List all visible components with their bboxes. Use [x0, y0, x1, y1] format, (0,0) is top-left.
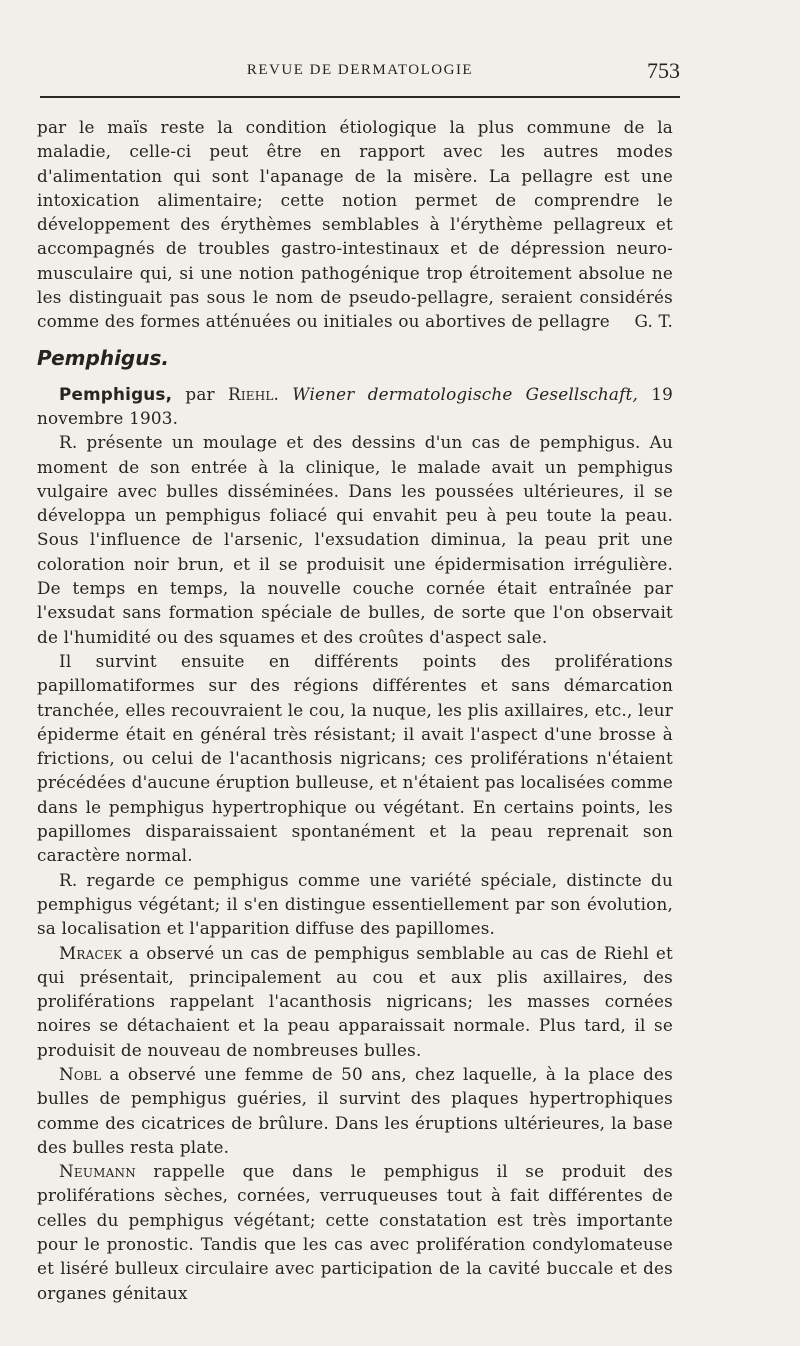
cited-author: Neumann	[59, 1161, 136, 1182]
reference-line	[37, 382, 673, 431]
author-initials: G. T.	[634, 311, 673, 332]
cited-author: Nobl	[59, 1063, 102, 1084]
cited-author: Mracek	[59, 942, 122, 963]
paragraph: R. présente un moulage et des dessins d'un cas de pemphigus. Au moment de son entrée à la clinique, le malade avait un pemphigus vulgaire avec bulles disséminées. Dans les poussées ultérieures, il se développa un pemphigus foliacé qui envahit peu à peu toute la peau. Sous l'influence de l'arsenic, l'exsudation diminua, la peau prit une coloration noir brun, et il se produisit une épidermisation irrégulière. De temps en temps, la nouvelle couche cornée était entraînée par l'exsudat sans formation spéciale de bulles, de sorte que l'on observait de l'humidité ou des squames et des croûtes d'aspect sale.	[37, 432, 673, 647]
reference-journal: Wiener dermatologische Gesellschaft,	[292, 383, 639, 404]
paragraph-text: a observé un cas de pemphigus semblable au cas de Riehl et qui présentait, principalement au cou et aux plis axillaires, des proliférations rappelant l'acanthosis nigricans; les masses cornées noires se détachaient et la peau apparaissait normale. Plus tard, il se produisit de nouveau de nombreuses bulles.	[37, 942, 673, 1060]
article-body	[37, 115, 673, 1305]
paragraph: R. regarde ce pemphigus comme une variété spéciale, distincte du pemphigus végétant; il s'en distingue essentiellement par son évolution, sa localisation et l'apparition diffuse des papillomes.	[37, 869, 673, 939]
section-heading: Pemphigus.	[37, 345, 169, 370]
intro-paragraph	[37, 115, 673, 334]
reference-author: Riehl.	[227, 383, 280, 404]
reference-by: par	[185, 383, 215, 404]
paragraph	[37, 1159, 673, 1305]
header-rule	[40, 96, 680, 98]
running-title: REVUE DE DERMATOLOGIE	[246, 62, 474, 78]
reference-title: Pemphigus,	[59, 383, 173, 404]
paragraph-text: rappelle que dans le pemphigus il se produit des proliférations sèches, cornées, verruqueuses tout à fait différentes de celles du pemphigus végétant; cette constatation est très importante pour le pronostic. Tandis que les cas avec prolifération condylomateuse et liséré bulleux circulaire avec participation de la cavité buccale et des organes génitaux	[37, 1161, 673, 1303]
running-header	[40, 56, 680, 86]
paragraph-text: a observé une femme de 50 ans, chez laquelle, à la place des bulles de pemphigus guéries, il survint des plaques hypertrophiques comme des cicatrices de brûlure. Dans les éruptions ultérieures, la base des bulles resta plate.	[37, 1063, 673, 1157]
paragraph: Il survint ensuite en différents points des proliférations papillomatiformes sur des régions différentes et sans démarcation tranchée, elles recouvraient le cou, la nuque, les plis axillaires, etc., leur épiderme était en général très résistant; il avait l'aspect d'une brosse à frictions, ou celui de l'acanthosis nigricans; ces proliférations n'étaient précédées d'aucune éruption bulleuse, et n'étaient pas localisées comme dans le pemphigus hypertrophique ou végétant. En certains points, les papillomes disparaissaient spontanément et la peau reprenait son caractère normal.	[37, 650, 673, 866]
page-number: 753	[647, 58, 680, 83]
paragraph	[37, 941, 673, 1062]
paragraph	[37, 1062, 673, 1159]
intro-text: par le maïs reste la condition étiologique la plus commune de la maladie, celle-ci peut être en rapport avec les autres modes d'alimentation qui sont l'apanage de la misère. La pellagre est une intoxication alimentaire; cette notion permet de comprendre le développement des érythèmes semblables à l'érythème pellagreux et accompagnés de troubles gastro-intestinaux et de dépression neuro-musculaire qui, si une notion pathogénique trop étroitement absolue ne les distinguait pas sous le nom de pseudo-pellagre, seraient considérés comme des formes atténuées ou initiales ou abortives de pellagre	[37, 117, 673, 332]
reference-date: 19 novembre 1903.	[37, 383, 673, 428]
